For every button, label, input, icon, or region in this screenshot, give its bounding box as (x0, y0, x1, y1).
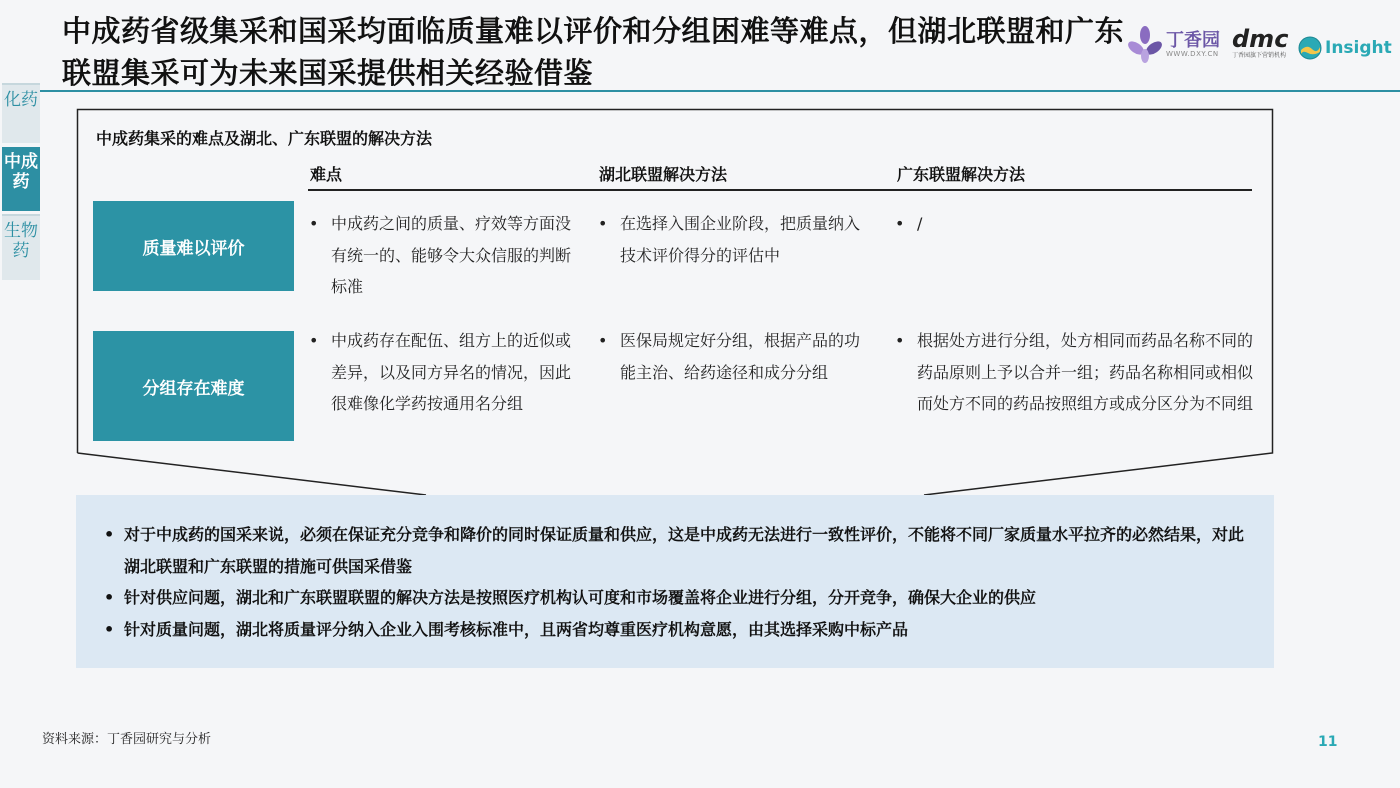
summary-text: 针对供应问题，湖北和广东联盟联盟的解决方法是按照医疗机构认可度和市场覆盖将企业进行分组，分开竞争，确保大企业的供应 (124, 588, 1037, 607)
dmc-logo-name: dmc (1232, 25, 1289, 53)
insight-logo (1298, 36, 1392, 60)
cell-text: 医保局规定好分组，根据产品的功能主治、给药途径和成分分组 (620, 331, 861, 382)
cell-guangdong-grouping (895, 325, 1255, 420)
page-title: 中成药省级集采和国采均面临质量难以评价和分组困难等难点，但湖北联盟和广东联盟集采可为未来国采提供相关经验借鉴 (62, 14, 1125, 90)
row-label-quality: 质量难以评价 (93, 201, 294, 291)
summary-text: 针对质量问题，湖北将质量评分纳入企业入围考核标准中，且两省均尊重医疗机构意愿，由其选择采购中标产品 (124, 619, 909, 639)
column-header-guangdong: 广东联盟解决方法 (897, 165, 1026, 184)
bullet: • (104, 588, 115, 607)
dxy-logo-name: 丁香园 (1166, 29, 1220, 51)
cell-text: 中成药之间的质量、疗效等方面没有统一的、能够令大众信服的判断标准 (331, 214, 572, 296)
comparison-panel (76, 108, 1274, 498)
cell-difficulty-grouping (309, 325, 571, 420)
cell-text: 中成药存在配伍、组方上的近似或差异，以及同方异名的情况，因此很难像化学药按通用名分组 (331, 331, 572, 413)
column-header-hubei: 湖北联盟解决方法 (599, 165, 728, 184)
summary-point (104, 614, 1254, 646)
clove-flower-icon (1128, 26, 1162, 64)
insight-logo-name: Insight (1325, 38, 1392, 58)
cell-hubei-grouping (598, 325, 860, 388)
side-nav-item-chemical-drugs[interactable]: 化药 (2, 83, 40, 143)
cell-guangdong-quality (895, 208, 1255, 240)
dxy-logo-url: WWW.DXY.CN (1166, 49, 1219, 58)
bullet: • (309, 214, 319, 233)
page-number: 11 (1318, 734, 1338, 750)
side-nav-item-biologics[interactable]: 生物药 (2, 214, 40, 280)
bullet: • (895, 331, 905, 350)
panel-title: 中成药集采的难点及湖北、广东联盟的解决方法 (96, 129, 433, 148)
bullet: • (895, 214, 905, 233)
cell-difficulty-quality (309, 208, 571, 303)
summary-point (104, 582, 1254, 614)
dmc-logo (1232, 26, 1288, 60)
summary-point (104, 519, 1254, 582)
logo-area (1128, 25, 1392, 72)
side-nav-item-tcm[interactable]: 中成药 (2, 147, 40, 211)
cell-text: 在选择入围企业阶段，把质量纳入技术评价得分的评估中 (620, 214, 861, 265)
cell-hubei-quality (598, 208, 860, 271)
bullet: • (104, 525, 115, 544)
bullet: • (104, 619, 115, 639)
bullet: • (309, 331, 319, 350)
cell-text: / (917, 214, 923, 233)
header-rule (308, 189, 1252, 191)
source-note: 资料来源：丁香园研究与分析 (42, 732, 212, 747)
bullet: • (598, 331, 608, 350)
bullet: • (598, 214, 608, 233)
dmc-logo-subtitle: 丁香园旗下营销机构 (1232, 52, 1287, 59)
dxy-logo (1128, 26, 1220, 64)
summary-text: 对于中成药的国采来说，必须在保证充分竞争和降价的同时保证质量和供应，这是中成药无法进行一致性评价，不能将不同厂家质量水平拉齐的必然结果，对此湖北联盟和广东联盟的措施可供国采借鉴 (124, 525, 1245, 576)
insight-globe-icon (1298, 36, 1322, 60)
cell-text: 根据处方进行分组，处方相同而药品名称不同的药品原则上予以合并一组；药品名称相同或相似而处方不同的药品按照组方或成分区分为不同组 (917, 331, 1254, 413)
title-divider (24, 90, 1400, 92)
summary-box (76, 495, 1274, 668)
row-label-grouping: 分组存在难度 (93, 331, 294, 441)
column-header-difficulty: 难点 (310, 165, 343, 184)
